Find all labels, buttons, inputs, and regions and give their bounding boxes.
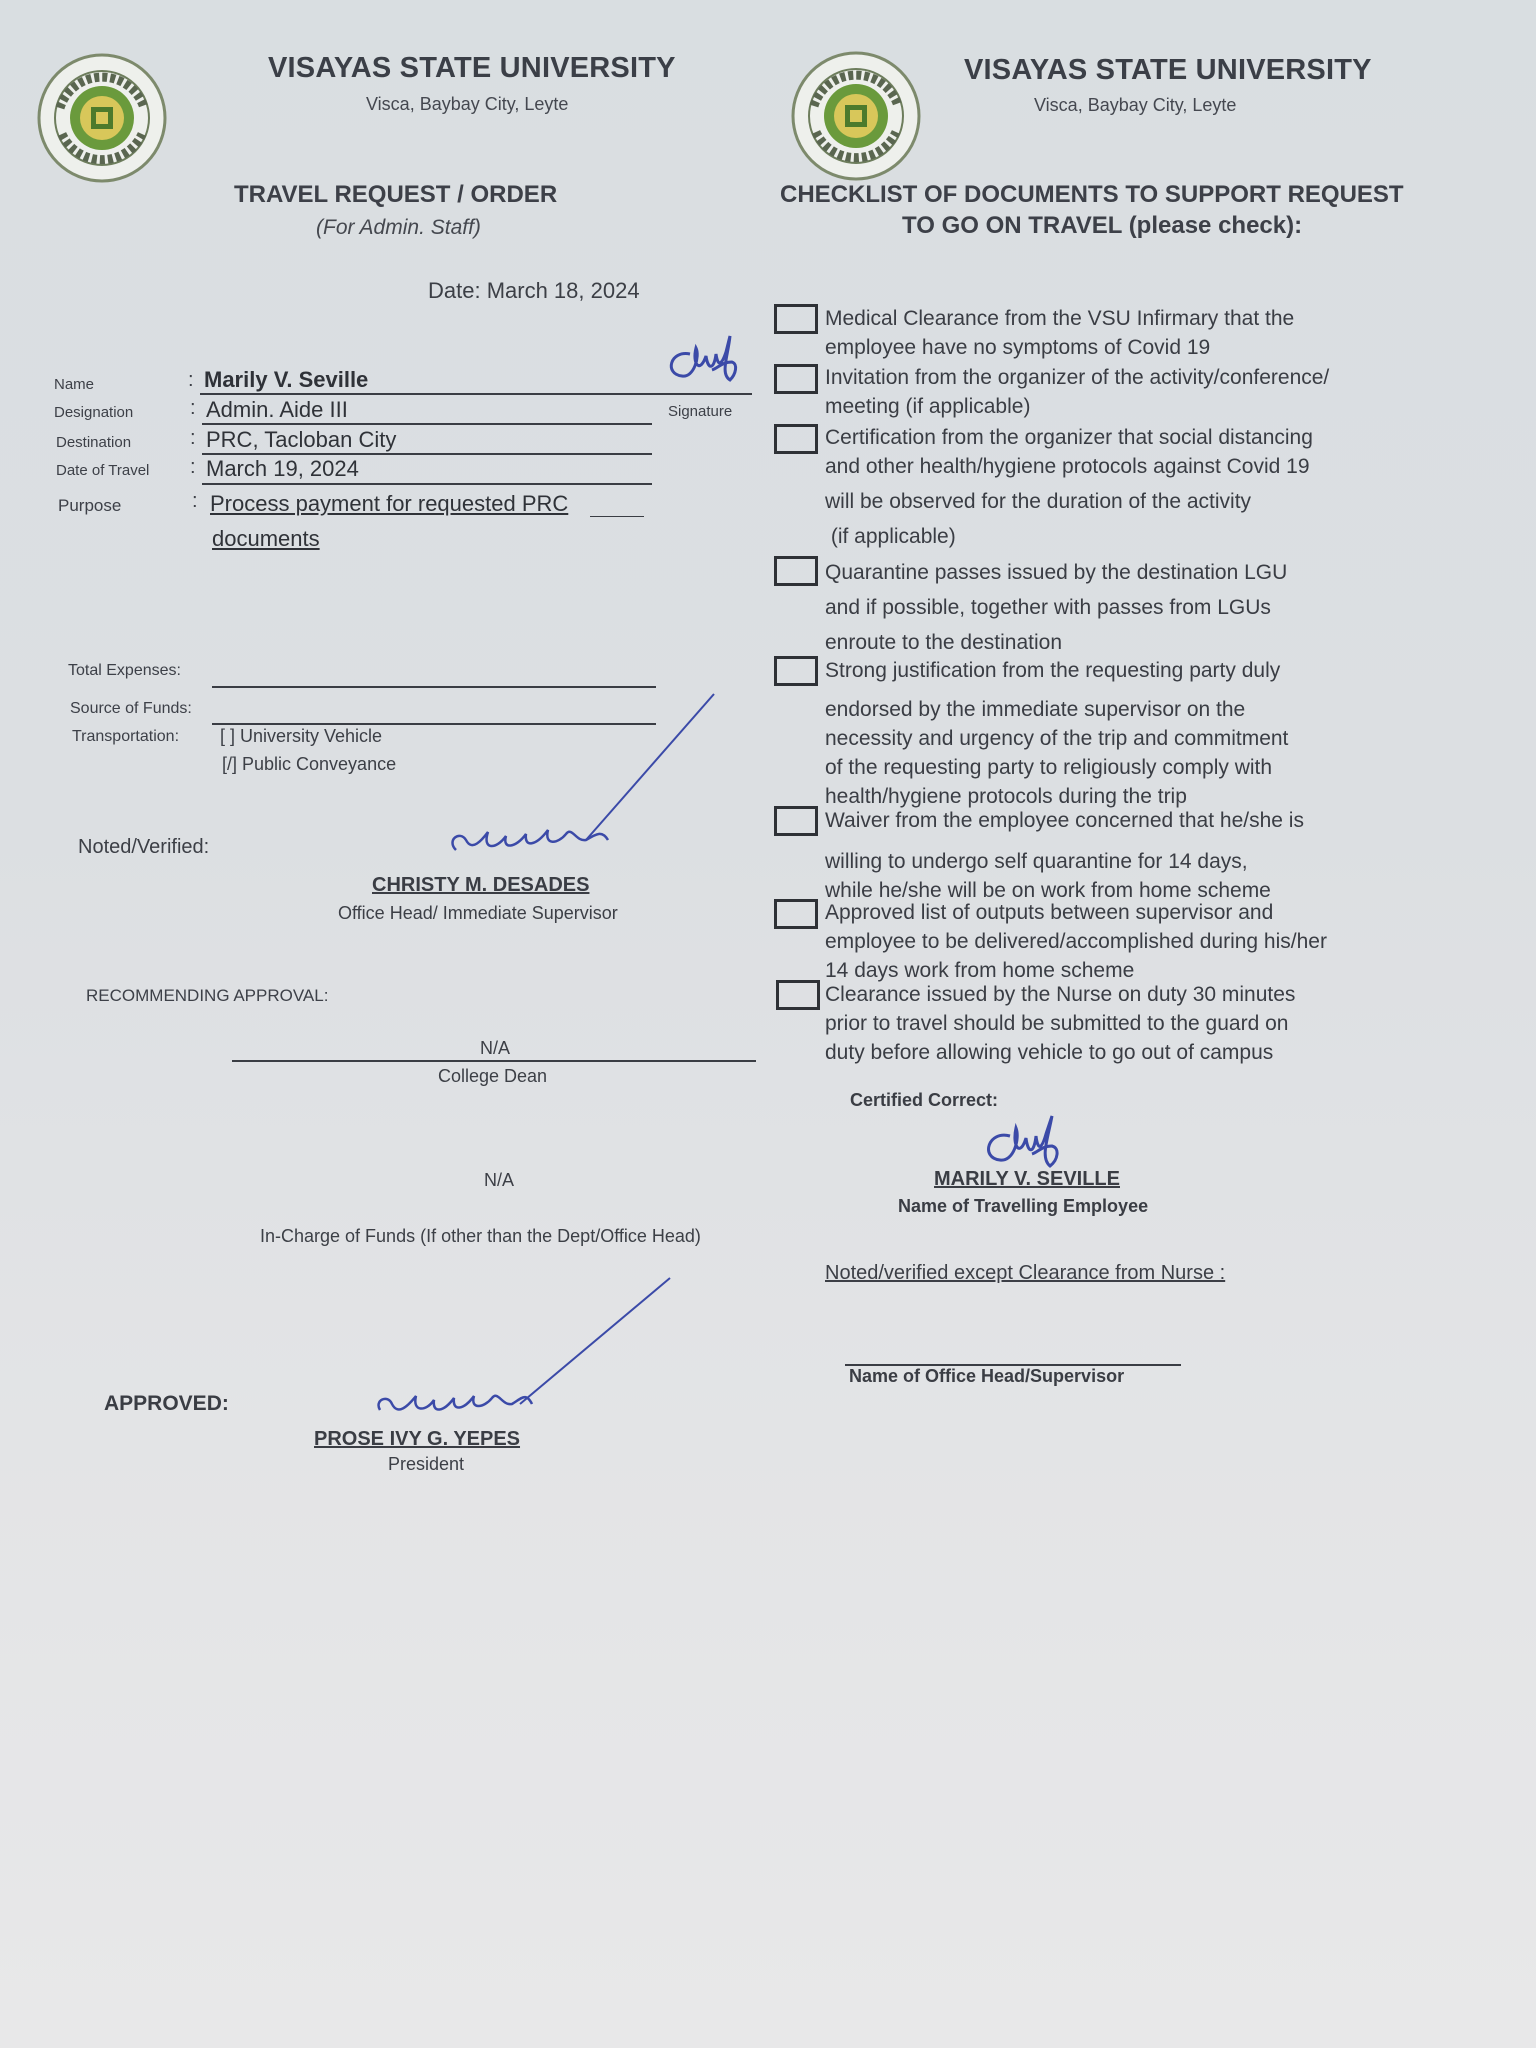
transportation-label: Transportation: xyxy=(72,728,180,745)
checklist-line: 14 days work from home scheme xyxy=(825,959,1135,982)
checklist-checkbox-invitation[interactable] xyxy=(774,364,818,394)
right-university-name: VISAYAS STATE UNIVERSITY xyxy=(964,54,1372,86)
destination-label: Destination xyxy=(56,434,132,451)
checklist-line: Certification from the organizer that social distancing xyxy=(825,426,1313,449)
checklist-checkbox-justification[interactable] xyxy=(774,656,818,686)
checklist-item-approved-outputs xyxy=(825,898,1327,985)
checklist-item-quarantine-passes xyxy=(825,558,1287,657)
destination-underline xyxy=(202,453,652,455)
travelling-employee-title: Name of Travelling Employee xyxy=(898,1196,1149,1216)
transport-option-university-vehicle: [ ] University Vehicle xyxy=(220,726,383,746)
purpose-underline xyxy=(590,516,644,517)
supervisor-signature xyxy=(436,690,726,880)
noted-except-nurse-label: Noted/verified except Clearance from Nurse : xyxy=(825,1262,1226,1284)
checklist-line: duty before allowing vehicle to go out of campus xyxy=(825,1041,1274,1064)
checklist-line: Quarantine passes issued by the destination LGU xyxy=(825,561,1288,584)
checklist-checkbox-medical-clearance[interactable] xyxy=(774,304,818,334)
college-dean-line xyxy=(232,1060,756,1062)
designation-label: Designation xyxy=(54,404,134,421)
checklist-checkbox-certification[interactable] xyxy=(774,424,818,454)
funds-in-charge-title: In-Charge of Funds (If other than the Dept/Office Head) xyxy=(260,1226,701,1246)
noted-verified-label: Noted/Verified: xyxy=(78,836,210,858)
checklist-line: meeting (if applicable) xyxy=(825,395,1031,418)
supervisor-name: CHRISTY M. DESADES xyxy=(372,874,590,896)
form-title: TRAVEL REQUEST / ORDER xyxy=(234,181,558,208)
checklist-line: enroute to the destination xyxy=(825,631,1063,654)
signature-label: Signature xyxy=(668,403,733,420)
form-subtitle: (For Admin. Staff) xyxy=(316,216,481,239)
checklist-line: Strong justification from the requesting party duly xyxy=(825,659,1281,682)
purpose-value-line1: Process payment for requested PRC xyxy=(210,491,569,516)
checklist-line: employee have no symptoms of Covid 19 xyxy=(825,336,1211,359)
checklist-item-certification xyxy=(825,423,1313,551)
checklist-line: (if applicable) xyxy=(825,525,956,548)
checklist-line: and other health/hygiene protocols against Covid 19 xyxy=(825,455,1310,478)
purpose-colon: : xyxy=(192,490,198,512)
checklist-line: Clearance issued by the Nurse on duty 30 minutes xyxy=(825,983,1296,1006)
checklist-line: Approved list of outputs between supervisor and xyxy=(825,901,1274,924)
checklist-item-invitation xyxy=(825,363,1329,421)
vsu-seal-logo-right xyxy=(790,50,922,182)
right-university-address: Visca, Baybay City, Leyte xyxy=(1034,95,1237,115)
purpose-value-line2: documents xyxy=(212,526,320,551)
transport-option-public-conveyance: [/] Public Conveyance xyxy=(222,754,397,774)
travelling-employee-name: MARILY V. SEVILLE xyxy=(934,1168,1120,1190)
supervisor-title: Office Head/ Immediate Supervisor xyxy=(338,903,618,923)
checklist-item-nurse-clearance xyxy=(825,980,1295,1067)
left-university-address: Visca, Baybay City, Leyte xyxy=(366,94,569,114)
checklist-item-justification xyxy=(825,656,1288,811)
source-of-funds-label: Source of Funds: xyxy=(70,700,192,717)
total-expenses-line xyxy=(212,686,656,688)
checklist-line: necessity and urgency of the trip and commitment xyxy=(825,727,1289,750)
designation-underline xyxy=(202,423,652,425)
checklist-title-line2: TO GO ON TRAVEL (please check): xyxy=(902,212,1303,239)
destination-colon: : xyxy=(190,427,196,449)
checklist-line: willing to undergo self quarantine for 14 days, xyxy=(825,850,1248,873)
checklist-title-line1: CHECKLIST OF DOCUMENTS TO SUPPORT REQUEST xyxy=(780,181,1404,208)
approved-label: APPROVED: xyxy=(104,1392,229,1415)
date-of-travel-underline xyxy=(202,483,652,485)
request-date: Date: March 18, 2024 xyxy=(428,278,640,303)
vsu-seal-logo-left xyxy=(36,52,168,184)
checklist-item-medical-clearance xyxy=(825,304,1294,362)
date-of-travel-colon: : xyxy=(190,456,196,478)
name-label: Name xyxy=(54,376,95,393)
name-value: Marily V. Seville xyxy=(204,367,369,392)
checklist-line: while he/she will be on work from home scheme xyxy=(825,879,1271,902)
checklist-line: Medical Clearance from the VSU Infirmary that the xyxy=(825,307,1295,330)
checklist-line: will be observed for the duration of the activity xyxy=(825,490,1252,513)
left-university-name: VISAYAS STATE UNIVERSITY xyxy=(268,52,676,84)
checklist-item-waiver xyxy=(825,806,1304,905)
college-dean-title: College Dean xyxy=(438,1066,548,1086)
president-title: President xyxy=(388,1454,465,1474)
checklist-line: prior to travel should be submitted to the guard on xyxy=(825,1012,1289,1035)
checklist-line: health/hygiene protocols during the trip xyxy=(825,785,1187,808)
employee-signature-top xyxy=(660,334,744,396)
president-signature xyxy=(370,1270,680,1434)
checklist-checkbox-waiver[interactable] xyxy=(774,806,818,836)
name-colon: : xyxy=(188,369,194,391)
funds-in-charge-value: N/A xyxy=(484,1170,515,1190)
checklist-checkbox-approved-outputs[interactable] xyxy=(774,899,818,929)
checklist-checkbox-quarantine-passes[interactable] xyxy=(774,556,818,586)
certified-correct-label: Certified Correct: xyxy=(850,1090,999,1110)
checklist-line: employee to be delivered/accomplished during his/her xyxy=(825,930,1327,953)
checklist-line: endorsed by the immediate supervisor on the xyxy=(825,698,1246,721)
date-of-travel-value: March 19, 2024 xyxy=(206,456,359,481)
checklist-line: and if possible, together with passes from LGUs xyxy=(825,596,1271,619)
college-dean-value: N/A xyxy=(480,1038,511,1058)
designation-colon: : xyxy=(190,397,196,419)
checklist-checkbox-nurse-clearance[interactable] xyxy=(776,980,820,1010)
checklist-line: Waiver from the employee concerned that he/she is xyxy=(825,809,1304,832)
total-expenses-label: Total Expenses: xyxy=(68,662,181,679)
president-name: PROSE IVY G. YEPES xyxy=(314,1428,521,1450)
destination-value: PRC, Tacloban City xyxy=(206,427,397,452)
date-of-travel-label: Date of Travel xyxy=(56,462,150,479)
designation-value: Admin. Aide III xyxy=(206,397,348,422)
purpose-label: Purpose xyxy=(58,496,122,515)
checklist-line: Invitation from the organizer of the activity/conference/ xyxy=(825,366,1330,389)
office-head-title: Name of Office Head/Supervisor xyxy=(849,1366,1125,1386)
checklist-line: of the requesting party to religiously comply with xyxy=(825,756,1273,779)
recommending-approval-label: RECOMMENDING APPROVAL: xyxy=(86,986,329,1005)
